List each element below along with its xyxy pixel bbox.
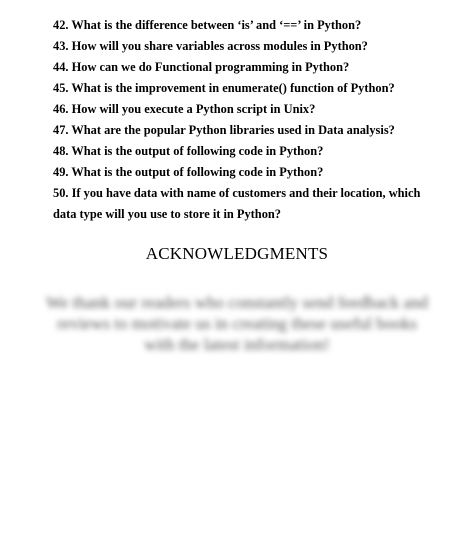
question-text: What is the difference between ‘is’ and ‘==’ in Python? xyxy=(71,18,362,32)
question-item-42 xyxy=(53,15,425,36)
question-text: What is the output of following code in Python? xyxy=(71,165,324,179)
question-number: 49. xyxy=(53,165,69,179)
question-item-47 xyxy=(53,120,425,141)
question-number: 42. xyxy=(53,18,69,32)
question-text: How will you execute a Python script in Unix? xyxy=(71,102,316,116)
question-item-49 xyxy=(53,162,425,183)
question-item-43 xyxy=(53,36,425,57)
question-item-50 xyxy=(53,183,425,225)
question-text: How will you share variables across modules in Python? xyxy=(71,39,368,53)
question-number: 50. xyxy=(53,186,69,200)
question-text: What are the popular Python libraries used in Data analysis? xyxy=(71,123,395,137)
question-number: 48. xyxy=(53,144,69,158)
question-text: How can we do Functional programming in Python? xyxy=(71,60,350,74)
question-text: What is the output of following code in Python? xyxy=(71,144,324,158)
question-number: 47. xyxy=(53,123,69,137)
question-list xyxy=(53,15,425,225)
question-text: If you have data with name of customers and their location, which data type will you use to store it in Python? xyxy=(53,186,421,221)
acknowledgments-heading: ACKNOWLEDGMENTS xyxy=(145,244,329,263)
question-number: 46. xyxy=(53,102,69,116)
acknowledgments-body: We thank our readers who constantly send feedback and reviews to motivate us in creating these useful books with the latest information! xyxy=(46,293,428,354)
question-item-46 xyxy=(53,99,425,120)
question-text: What is the improvement in enumerate() function of Python? xyxy=(71,81,395,95)
question-item-48 xyxy=(53,141,425,162)
question-item-44 xyxy=(53,57,425,78)
question-number: 43. xyxy=(53,39,69,53)
question-item-45 xyxy=(53,78,425,99)
question-number: 45. xyxy=(53,81,69,95)
question-number: 44. xyxy=(53,60,69,74)
